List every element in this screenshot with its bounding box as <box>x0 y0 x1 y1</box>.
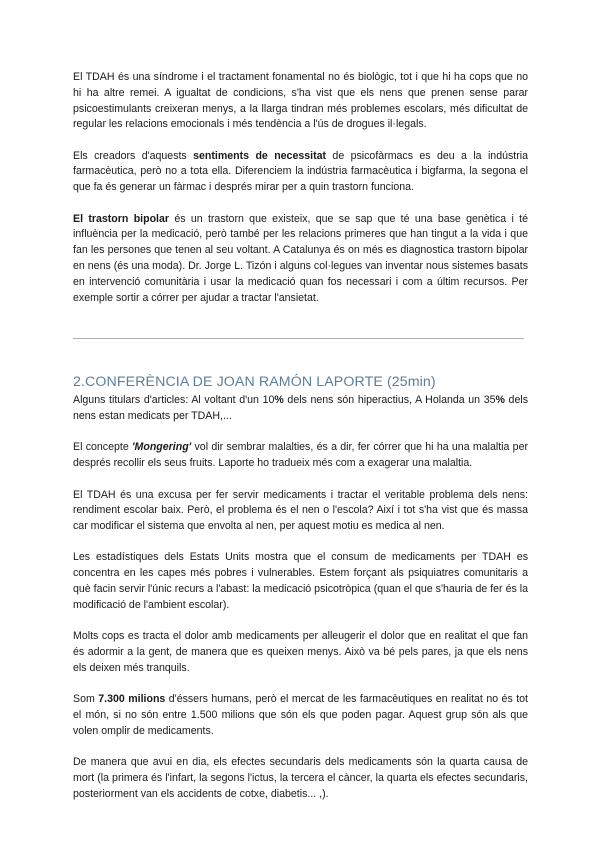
paragraph-statistics <box>73 550 528 613</box>
paragraph-bipolar <box>73 212 528 307</box>
text-run: Som <box>73 693 99 706</box>
text-run: dels nens són hiperactius, A Holanda un 35 <box>283 394 496 407</box>
paragraph-market <box>73 692 528 739</box>
bold-number: 7.300 milions <box>98 693 166 706</box>
text-run: Alguns titulars d'articles: Al voltant d'un 10 <box>73 394 275 407</box>
bold-italic-term: 'Mongering' <box>132 441 192 454</box>
paragraph-excuse <box>73 488 528 535</box>
text-run: d'éssers humans, però el mercat de les farmacèutiques en realitat no és tot el món, si no són entre 1.500 milions que són els que poden pagar. Aquest grup són als que volen omplir de medicaments. <box>73 693 528 737</box>
paragraph-headlines <box>73 393 528 425</box>
text-run: Els creadors d'aquests <box>73 149 194 162</box>
paragraph-tdah-syndrome <box>73 70 528 133</box>
text-run: de psicofàrmacs es deu a la indústria farmacèutica, però no a tota ella. Diferenciem la indústria farmacèutica i bigfarma, la segona el que fa és generar un fàrmac i després mirar per a quin trastorn funciona. <box>73 149 528 194</box>
document-page <box>73 70 528 802</box>
bold-phrase: sentiments de necessitat <box>193 149 327 162</box>
text-run: dels nens estan medicats per TDAH,... <box>73 394 528 423</box>
paragraph-text: El TDAH és una excusa per fer servir medicaments i tractar el veritable problema dels nens: rendiment escolar baix. Però, el problema és el nen o l'escola? Així i tot s'ha vist que és massa car modificar el sistema que envolta al nen, per aquest motiu es medica al nen. <box>73 488 528 533</box>
paragraph-text: Les estadístiques dels Estats Units mostra que el consum de medicaments per TDAH es concentra en les capes més pobres i vulnerables. Estem forçant als psiquiatres comunitaris a què facin servir l'únic recurs a l'abast: la medicació psicotròpica (quan el que s'hauria de fer és la modificació de l'ambient escolar). <box>73 551 528 611</box>
bold-percent: % <box>274 394 284 407</box>
text-run: és un trastorn que existeix, que se sap que té una base genètica i té influència per la medicació, però també per les relacions primeres que han tingut a la vida i que fan les persones que tenen al seu voltant. A Catalunya és on més es diagnostica trastorn bipolar en nens (és una moda). Dr. Jorge L. Tizón i alguns col·legues van inventar nous sistemes basats en intervenció comunitària i usar la medicació quan fos necessari i com a últim recursos. Per exemple sortir a córrer per ajudar a tractar l'ansietat. <box>73 212 529 304</box>
bold-percent: % <box>495 394 505 407</box>
section-heading: 2.CONFERÈNCIA DE JOAN RAMÓN LAPORTE (25min) <box>73 374 436 391</box>
paragraph-text: El TDAH és una síndrome i el tractament fonamental no és biològic, tot i que hi ha cops que no hi ha altre remei. A igualtat de condicions, s'ha vist que els nens que prenen sense parar psicoestimulants creixeran menys, a la llarga tindran més problemes escolars, més dificultat de regular les relacions emocionals i més tendència a l'ús de drogues il·legals. <box>73 71 528 131</box>
paragraph-text: De manera que avui en dia, els efectes secundaris dels medicaments són la quarta causa de mort (la primera és l'infart, la segons l'ictus, la tercera el càncer, la quarta els efectes secundaris, posteriorment van els accidents de cotxe, diabetis... ,). <box>73 755 528 800</box>
paragraph-side-effects <box>73 755 528 802</box>
paragraph-creators <box>73 149 528 196</box>
paragraph-pain <box>73 629 528 676</box>
paragraph-text: Molts cops es tracta el dolor amb medicaments per alleugerir el dolor que en realitat el que fan és adormir a la gent, de manera que es queixen menys. Això va bé pels pares, ja que els nens els deixen més tranquils. <box>73 630 528 674</box>
bold-phrase: l trastorn bipolar <box>80 212 170 225</box>
text-run: El concepte <box>73 441 133 454</box>
bold-letter: E <box>73 212 81 225</box>
text-run: vol dir sembrar malalties, és a dir, fer córrer que hi ha una malaltia per després recollir els seus fruits. Laporte ho tradueix més com a exagerar una malaltia. <box>73 441 528 470</box>
paragraph-mongering <box>73 440 528 472</box>
